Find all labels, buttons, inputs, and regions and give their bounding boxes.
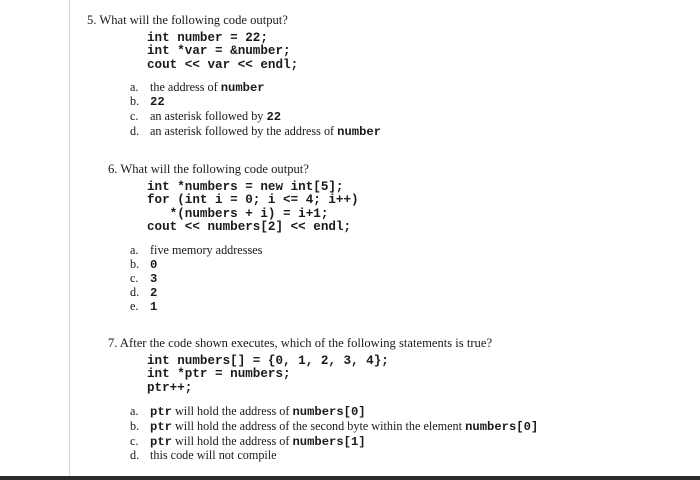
- option-text: will hold the address of: [171, 404, 293, 418]
- question-6-heading: [108, 161, 309, 177]
- option-text: the address of: [150, 80, 221, 94]
- option-code: 0: [150, 258, 158, 272]
- bottom-edge: [0, 476, 700, 480]
- question-6-code: int *numbers = new int[5]; for (int i = 0; i <= 4; i++) *(numbers + i) = i+1; cout << numbers[2] << endl;: [147, 180, 359, 234]
- option-code: 3: [150, 272, 158, 286]
- option-letter: b.: [130, 257, 140, 271]
- question-number: 5.: [87, 13, 97, 27]
- option-text: five memory addresses: [150, 243, 263, 257]
- option-6a: [130, 243, 262, 257]
- option-text: an asterisk followed by the address of: [150, 124, 338, 138]
- question-5-code: int number = 22; int *var = &number; cout << var << endl;: [147, 31, 299, 72]
- option-letter: d.: [130, 285, 140, 299]
- option-letter: d.: [130, 124, 140, 138]
- option-code: ptr: [150, 405, 172, 419]
- option-7c: [130, 434, 366, 449]
- option-letter: a.: [130, 80, 139, 94]
- option-6c: [130, 271, 157, 286]
- option-code: 22: [266, 110, 282, 124]
- option-letter: a.: [130, 243, 139, 257]
- option-code: 1: [150, 300, 158, 314]
- option-6b: [130, 257, 157, 272]
- option-text: will hold the address of the second byte within the element: [171, 419, 466, 433]
- option-letter: c.: [130, 109, 139, 123]
- option-letter: a.: [130, 404, 139, 418]
- option-code: number: [220, 81, 265, 95]
- option-code: ptr: [150, 435, 172, 449]
- option-code: numbers[0]: [292, 405, 366, 419]
- option-letter: d.: [130, 448, 140, 462]
- option-5c: [130, 109, 281, 124]
- option-text: this code will not compile: [150, 448, 277, 462]
- left-margin: [0, 0, 66, 480]
- option-6e: [130, 299, 157, 314]
- question-7-heading: [108, 335, 492, 351]
- option-letter: c.: [130, 434, 139, 448]
- question-number: 7.: [108, 336, 118, 350]
- option-code: ptr: [150, 420, 172, 434]
- option-code: 22: [150, 95, 165, 109]
- question-5-heading: [87, 12, 288, 28]
- question-prompt: What will the following code output?: [120, 162, 309, 176]
- option-7d: [130, 448, 277, 462]
- option-6d: [130, 285, 157, 300]
- option-letter: c.: [130, 271, 139, 285]
- option-code: numbers[1]: [292, 435, 366, 449]
- option-code: 2: [150, 286, 158, 300]
- option-7b: [130, 419, 538, 434]
- option-letter: b.: [130, 94, 140, 108]
- option-code: number: [337, 125, 382, 139]
- option-code: numbers[0]: [465, 420, 539, 434]
- question-7-code: int numbers[] = {0, 1, 2, 3, 4}; int *ptr = numbers; ptr++;: [147, 354, 389, 395]
- question-prompt: After the code shown executes, which of the following statements is true?: [119, 336, 493, 350]
- option-text: will hold the address of: [171, 434, 293, 448]
- option-5b: [130, 94, 165, 109]
- option-7a: [130, 404, 366, 419]
- option-letter: e.: [130, 299, 139, 313]
- option-letter: b.: [130, 419, 140, 433]
- option-5a: [130, 80, 265, 95]
- option-5d: [130, 124, 381, 139]
- question-number: 6.: [108, 162, 118, 176]
- option-text: an asterisk followed by: [150, 109, 267, 123]
- question-prompt: What will the following code output?: [99, 13, 288, 27]
